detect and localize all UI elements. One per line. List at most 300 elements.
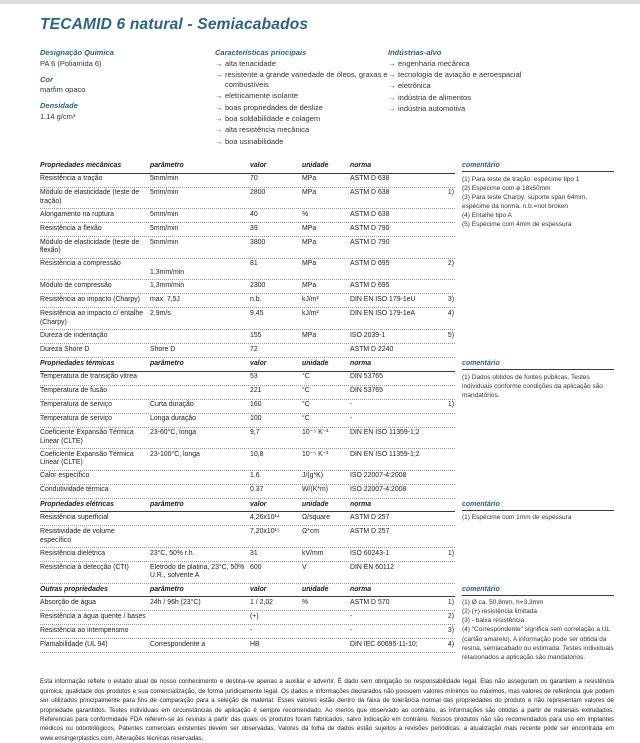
- column-header-value: valor: [250, 162, 267, 170]
- property-norm: ASTM D 257: [350, 513, 390, 521]
- property-name: Absorção de água: [40, 598, 96, 606]
- property-unit: W/(K*m): [302, 486, 329, 494]
- features-column: [215, 48, 388, 148]
- comment-line: (3) - baixa resistência: [462, 617, 525, 625]
- property-unit: 10⁻⁵ K⁻¹: [302, 450, 329, 458]
- comment-line: (5) Espécime com 4mm de espessura: [462, 221, 572, 229]
- property-name: Resistência ao impacto c/ entalhe (Charpy): [40, 309, 144, 326]
- legal-disclaimer: Esta informação reflete o estado atual de nosso conhecimento e destina-se apenas a auxiliar e advertir. É dado sem obrigação ou responsabilidade legal. Elas não asseguram ou garantem a resistência química, qualidade dos produtos e sua comercialização, de forma juridicamente legal. Os dados e informações declarados não possuem valores mínimos ou máximos, mas valores de referência que podem ser utilizados principalmente para fins de comparação para a seleção de material. Esses valores estão dentro da faixa de tolerância normal das propriedades do produto e não representam valores de propriedade garantidos. Testes individuais em circunstâncias de aplicação é sempre recomendado. Ao menos que observado ao contrário, as informações são obtidas a partir de materiais extrudados. Referencias para conformidade FDA referem-se às resinas a partir das quais os produtos foram fabricados, salvo indicação em contrário. Nossos produtos não são recomendados para uso em implantes médicos ou odontológicos. Patentes comerciais existentes devem ser observadas. Valores da folha de dados estão sujeitos a revisões periódicas, a atualização mais recente pode ser encontrada em www.ensingerplastics.com. Alterações técnicas reservadas.: [40, 678, 614, 742]
- property-footnote-ref: [432, 239, 455, 256]
- property-value: 1 / 2,02: [250, 598, 273, 606]
- property-norm: -: [350, 626, 353, 634]
- property-footnote-ref: [432, 429, 455, 446]
- list-item: [388, 104, 614, 114]
- table-row: [40, 237, 455, 259]
- arrow-icon: →: [388, 81, 396, 91]
- property-value: 600: [250, 563, 262, 571]
- property-name: Módulo de elasticidade (teste de tração): [40, 189, 140, 205]
- property-name: Temperatura de serviço: [40, 401, 113, 409]
- property-name: Resistência dielétrica: [40, 549, 106, 557]
- property-footnote-ref: 4): [447, 640, 454, 648]
- property-norm: ASTM D 638: [350, 210, 390, 218]
- arrow-icon: →: [215, 69, 223, 79]
- property-parameter: 5mm/min: [150, 175, 179, 183]
- table-row: [40, 471, 455, 485]
- column-header-comment: comentário: [462, 584, 614, 596]
- property-unit: kJ/m²: [302, 295, 319, 303]
- property-value: 10,8: [250, 450, 264, 458]
- property-norm: ASTM D 638: [350, 189, 390, 197]
- property-name: Resistência a flexão: [40, 224, 102, 232]
- table-row: [40, 449, 455, 471]
- property-norm: DIN EN ISO 11359-1;2: [350, 429, 420, 437]
- features-list: [215, 59, 388, 147]
- info-label: Designação Química: [40, 48, 114, 57]
- list-item-label: tecnologia de aviação e aeroespacial: [398, 69, 522, 79]
- property-parameter: [150, 373, 250, 383]
- property-tables: [40, 160, 614, 661]
- column-header-unit: unidade: [302, 585, 329, 593]
- column-header-unit: unidade: [302, 360, 329, 368]
- property-footnote-ref: 1): [447, 549, 454, 557]
- property-unit: °C: [302, 387, 310, 395]
- property-table: [40, 499, 455, 584]
- table-row: [40, 386, 455, 400]
- list-item: [388, 70, 614, 80]
- table-row: [40, 414, 455, 428]
- property-footnote-ref: 4): [447, 309, 454, 317]
- property-name: Coeficiente Expansão Térmica Linear (CLTE): [40, 429, 134, 445]
- column-header-value: valor: [250, 360, 267, 368]
- property-value: 7,20x10¹⁵: [250, 527, 280, 535]
- property-unit: °C: [302, 401, 310, 409]
- section-title: Propriedades elétricas: [40, 500, 114, 508]
- property-norm: ISO 60243-1: [350, 549, 390, 557]
- property-value: 100: [250, 415, 262, 423]
- property-footnote-ref: 1): [447, 189, 454, 197]
- property-norm: -: [350, 612, 353, 620]
- section-title: Propriedades mecânicas: [40, 162, 122, 170]
- property-unit: [302, 613, 350, 623]
- property-unit: %: [302, 598, 309, 606]
- property-parameter: [150, 472, 250, 482]
- arrow-icon: →: [215, 113, 223, 123]
- property-footnote-ref: [432, 472, 455, 482]
- info-value: PA 6 (Poliamida 6): [40, 58, 102, 68]
- comment-line: (3) Para teste Charpy: suporte span 64mm, espécime da norma. n.b.=not broken: [462, 193, 588, 210]
- property-value: 0.37: [250, 486, 264, 494]
- list-item-label: boa usinabilidade: [225, 136, 284, 146]
- property-footnote-ref: 3): [447, 295, 454, 303]
- arrow-icon: →: [388, 58, 396, 68]
- comment-column: [462, 160, 614, 229]
- column-header-parameter: parâmetro: [150, 162, 184, 170]
- property-table: [40, 358, 455, 499]
- property-parameter: [150, 387, 250, 397]
- table-body: [40, 372, 455, 499]
- property-unit: MPa: [302, 331, 317, 339]
- property-footnote-ref: 3): [447, 626, 454, 634]
- property-value: 2800: [250, 189, 266, 197]
- property-name: Flamabilidade (UL 94): [40, 640, 108, 648]
- table-body: [40, 597, 455, 653]
- table-row: [40, 174, 455, 188]
- property-norm: -: [350, 401, 353, 409]
- property-parameter: 23-60°C, longa: [150, 429, 197, 437]
- property-parameter: 5mm/min: [150, 238, 179, 246]
- table-row: [40, 428, 455, 450]
- property-unit: MPa: [302, 281, 317, 289]
- property-footnote-ref: 2): [447, 612, 454, 620]
- property-parameter: [150, 613, 250, 623]
- column-header-comment: comentário: [462, 499, 614, 511]
- property-norm: ISO 22007-4:2008: [350, 486, 407, 494]
- property-footnote-ref: [432, 225, 455, 235]
- property-value: 160: [250, 401, 262, 409]
- property-value: 4,26x10¹⁴: [250, 513, 280, 521]
- property-norm: ASTM D 695: [350, 281, 390, 289]
- arrow-icon: →: [388, 69, 396, 79]
- property-name: Módulo de elasticidade (teste de flexão): [40, 238, 140, 255]
- property-footnote-ref: 1): [447, 598, 454, 606]
- property-value: 70: [250, 175, 258, 183]
- property-value: 53: [250, 373, 258, 381]
- property-parameter: Correspondente a: [150, 640, 206, 648]
- info-value: 1.14 g/cm³: [40, 111, 76, 121]
- column-header-parameter: parâmetro: [150, 500, 184, 508]
- property-unit: MPa: [302, 224, 317, 232]
- property-footnote-ref: 1): [447, 401, 454, 409]
- list-item-label: boas propriedades de deslize: [225, 102, 323, 112]
- industries-list: [388, 59, 614, 114]
- info-label: Densidade: [40, 101, 78, 110]
- column-header-comment: comentário: [462, 358, 614, 370]
- property-footnote-ref: [432, 175, 455, 185]
- table-row: [40, 372, 455, 386]
- property-footnote-ref: [432, 387, 455, 397]
- property-name: Resistência à detecção (CTI): [40, 563, 129, 571]
- property-name: Coeficiente Expansão Térmica Linear (CLTE): [40, 450, 134, 467]
- comment-column: [462, 584, 614, 662]
- table-body: [40, 512, 455, 583]
- comment-column: [462, 499, 614, 523]
- property-unit: kV/mm: [302, 549, 324, 557]
- property-name: Resistência a compressão: [40, 260, 121, 268]
- property-footnote-ref: [432, 373, 455, 383]
- property-footnote-ref: [432, 451, 455, 468]
- property-unit: V: [302, 563, 307, 571]
- chemical-info-column: [40, 48, 215, 148]
- info-pair: [40, 48, 215, 68]
- property-name: Dureza Shore D: [40, 345, 90, 353]
- comment-line: (1) Ø ca. 50,8mm, h=3,3mm: [462, 599, 544, 607]
- property-footnote-ref: [432, 282, 455, 292]
- table-body: [40, 174, 455, 358]
- features-heading: Características principais: [215, 48, 307, 57]
- property-unit: °C: [302, 415, 310, 423]
- property-parameter: 23-100°C, longa: [150, 450, 200, 458]
- table-row: [40, 526, 455, 548]
- page-title: TECAMID 6 natural - Semiacabados: [40, 16, 309, 33]
- property-parameter: [150, 332, 250, 342]
- property-unit: MPa: [302, 238, 317, 246]
- table-row: [40, 625, 455, 639]
- table-row: [40, 611, 455, 625]
- list-item: [215, 137, 388, 147]
- comment-line: (1) Dados obtidos de fontes públicas. Testes individuais conforme condições da aplicação são mandatórios.: [462, 373, 603, 399]
- property-value: 9,7: [250, 429, 260, 437]
- property-value: 72: [250, 345, 258, 353]
- property-norm: ASTM D 790: [350, 238, 390, 246]
- property-name: Resistência ao impacto (Charpy): [40, 295, 140, 303]
- table-row: [40, 330, 455, 344]
- property-unit: Ω*cm: [302, 527, 320, 535]
- info-value: marfim opaco: [40, 85, 86, 94]
- info-pair: [40, 75, 215, 95]
- property-norm: DIN 53765: [350, 387, 383, 395]
- property-norm: DIN EN 60112: [350, 563, 394, 571]
- list-item-label: eletrônica: [398, 81, 431, 91]
- property-unit: [302, 346, 350, 356]
- property-name: Calor específico: [40, 472, 90, 480]
- property-footnote-ref: 2): [447, 260, 454, 268]
- property-name: Resistência a água quente / bases: [40, 612, 146, 620]
- table-row: [40, 597, 455, 611]
- arrow-icon: →: [388, 104, 396, 114]
- list-item-label: resistente a grande variedade de óleos, graxas e combustíveis: [225, 69, 388, 89]
- property-norm: DIN IEC 60695-11-10;: [350, 640, 418, 648]
- property-parameter: 5mm/min: [150, 224, 179, 232]
- property-unit: [302, 627, 350, 637]
- property-norm: ISO 22007-4:2008: [350, 472, 407, 480]
- list-item-label: indústria automotiva: [398, 104, 466, 114]
- column-header-parameter: parâmetro: [150, 585, 184, 593]
- table-header-row: [40, 160, 455, 174]
- property-unit: MPa: [302, 189, 317, 197]
- property-unit: kJ/m²: [302, 309, 319, 317]
- comment-line: (2) (+) resistência limitada: [462, 608, 537, 616]
- property-footnote-ref: [432, 415, 455, 425]
- property-footnote-ref: [432, 486, 455, 496]
- table-header-row: [40, 358, 455, 372]
- property-section: [40, 160, 614, 358]
- info-pair: [40, 101, 215, 121]
- property-parameter: Longa duração: [150, 415, 196, 423]
- datasheet-page: [0, 4, 640, 743]
- property-unit: %: [302, 210, 309, 218]
- table-row: [40, 562, 455, 584]
- property-unit: [302, 641, 350, 651]
- list-item: [388, 93, 614, 103]
- property-unit: J/(g*K): [302, 472, 324, 480]
- table-row: [40, 294, 455, 308]
- property-name: Resistência a tração: [40, 175, 103, 183]
- column-header-value: valor: [250, 500, 267, 508]
- property-footnote-ref: [432, 564, 455, 581]
- property-value: 2300: [250, 281, 266, 289]
- column-header-norm: norma: [350, 360, 372, 368]
- comment-lines: [462, 370, 614, 400]
- property-name: Condutividade térmica: [40, 486, 109, 494]
- property-name: Alongamento na ruptura: [40, 210, 114, 218]
- property-section: [40, 358, 614, 499]
- property-norm: ASTM D 695: [350, 260, 390, 268]
- arrow-icon: →: [215, 58, 223, 68]
- property-value: -: [250, 626, 253, 634]
- comment-line: (4) "Correspondente" significa sem correlação a UL (cartão amarelo). A informação pode ser obtida da resina, semiacabado ou estimada. Testes individuais relacionados a aplicação são mandatórios.: [462, 626, 614, 661]
- comment-column: [462, 358, 614, 400]
- property-norm: DIN EN ISO 179-1eU: [350, 295, 416, 303]
- industries-column: [388, 48, 614, 148]
- table-header-row: [40, 499, 455, 513]
- column-header-norm: norma: [350, 585, 372, 593]
- table-row: [40, 639, 455, 653]
- column-header-unit: unidade: [302, 162, 329, 170]
- property-footnote-ref: [432, 211, 455, 221]
- property-unit: 10⁻⁵ K⁻¹: [302, 429, 329, 437]
- property-parameter: Curta duração: [150, 401, 194, 409]
- property-parameter: [150, 627, 250, 637]
- table-row: [40, 344, 455, 358]
- property-name: Resistência ao intemperismo: [40, 626, 129, 634]
- property-table: [40, 584, 455, 654]
- property-footnote-ref: [432, 528, 455, 545]
- property-value: 9,45: [250, 309, 264, 317]
- property-parameter: 5mm/min: [150, 210, 179, 218]
- comment-line: (2) Espécime com ø 18x50mm: [462, 184, 551, 192]
- list-item-label: eletricamente isolante: [225, 91, 298, 101]
- comment-lines: [462, 596, 614, 662]
- list-item: [215, 91, 388, 101]
- property-norm: ASTM D 257: [350, 527, 390, 535]
- column-header-norm: norma: [350, 162, 372, 170]
- property-name: Temperatura de fusão: [40, 387, 108, 395]
- property-norm: DIN EN ISO 11359-1;2: [350, 450, 420, 458]
- list-item: [215, 59, 388, 69]
- property-name: Dureza de indentação: [40, 331, 108, 339]
- list-item-label: alta resistência mecânica: [225, 125, 310, 135]
- arrow-icon: →: [388, 92, 396, 102]
- property-value: 155: [250, 331, 262, 339]
- list-item-label: engenharia mecânica: [398, 58, 470, 68]
- list-item-label: indústria de alimentos: [398, 92, 471, 102]
- column-header-parameter: parâmetro: [150, 360, 184, 368]
- column-header-norm: norma: [350, 500, 372, 508]
- property-parameter: [150, 528, 250, 545]
- property-parameter: max. 7,5J: [150, 295, 180, 303]
- property-value: 3800: [250, 238, 266, 246]
- property-parameter: 1,3mm/min: [150, 268, 185, 276]
- property-parameter: 24h / 96h (23°C): [150, 598, 201, 606]
- comment-lines: [462, 511, 614, 523]
- property-parameter: 2,9m/s: [150, 309, 171, 317]
- arrow-icon: →: [215, 125, 223, 135]
- property-unit: MPa: [302, 175, 317, 183]
- property-section: [40, 584, 614, 661]
- property-norm: DIN 53765: [350, 373, 383, 381]
- table-header-row: [40, 584, 455, 598]
- comment-lines: [462, 172, 614, 229]
- property-footnote-ref: [432, 514, 455, 524]
- property-norm: DIN EN ISO 179-1eA: [350, 309, 416, 317]
- list-item-label: boa soldabilidade e colagem: [225, 113, 321, 123]
- info-label: Cor: [40, 74, 53, 84]
- property-section: [40, 499, 614, 584]
- property-norm: ISO 2039-1: [350, 331, 386, 339]
- table-row: [40, 512, 455, 526]
- table-row: [40, 223, 455, 237]
- property-value: (+): [250, 612, 259, 620]
- comment-line: (1) Espécime com 1mm de espessura: [462, 514, 572, 522]
- property-name: Temperatura de transição vitrea: [40, 373, 137, 381]
- property-parameter: Shore D: [150, 345, 176, 353]
- property-value: 221: [250, 387, 262, 395]
- list-item-label: alta tenacidade: [225, 58, 276, 68]
- property-unit: Ω/square: [302, 513, 331, 521]
- column-header-unit: unidade: [302, 500, 329, 508]
- column-header-value: valor: [250, 585, 267, 593]
- property-norm: ASTM D 790: [350, 224, 390, 232]
- property-parameter: Eletrodo de platina, 23°C, 50% U.R., solvente A: [150, 563, 245, 580]
- property-parameter: 5mm/min: [150, 189, 179, 197]
- property-parameter: [150, 486, 250, 496]
- property-norm: -: [350, 415, 353, 423]
- section-title: Outras propriedades: [40, 585, 108, 593]
- list-item: [215, 125, 388, 135]
- table-row: [40, 308, 455, 330]
- section-title: Propriedades térmicas: [40, 360, 115, 368]
- list-item: [388, 81, 614, 91]
- property-value: 31: [250, 549, 258, 557]
- list-item: [215, 70, 388, 90]
- property-parameter: [150, 514, 250, 524]
- table-row: [40, 188, 455, 210]
- table-row: [40, 259, 455, 281]
- property-name: Módulo de compressão: [40, 281, 112, 289]
- property-value: 39: [250, 224, 258, 232]
- property-parameter: 23°C, 50% r.h.: [150, 549, 195, 557]
- list-item: [215, 103, 388, 113]
- property-norm: ASTM D 570: [350, 598, 390, 606]
- header-info: [40, 48, 614, 148]
- property-name: Resistividade de volume específico: [40, 527, 115, 544]
- list-item: [215, 114, 388, 124]
- arrow-icon: →: [215, 136, 223, 146]
- property-unit: °C: [302, 373, 310, 381]
- arrow-icon: →: [215, 91, 223, 101]
- comment-line: (4) Entalhe tipo A: [462, 212, 512, 219]
- comment-line: (1) Para teste de tração: espécime tipo 1: [462, 175, 580, 183]
- property-table: [40, 160, 455, 358]
- property-footnote-ref: [432, 346, 455, 356]
- table-row: [40, 209, 455, 223]
- table-row: [40, 485, 455, 499]
- property-value: 40: [250, 210, 258, 218]
- property-norm: ASTM D 638: [350, 175, 390, 183]
- property-name: Resistência superficial: [40, 513, 109, 521]
- arrow-icon: →: [215, 102, 223, 112]
- list-item: [388, 59, 614, 69]
- property-norm: ASTM D 2240: [350, 345, 394, 353]
- property-parameter: 1,3mm/min: [150, 281, 185, 289]
- property-name: Temperatura de serviço: [40, 415, 113, 423]
- property-value: 1.6: [250, 472, 260, 480]
- table-row: [40, 280, 455, 294]
- property-value: 81: [250, 260, 258, 268]
- table-row: [40, 400, 455, 414]
- column-header-comment: comentário: [462, 160, 614, 172]
- table-row: [40, 548, 455, 562]
